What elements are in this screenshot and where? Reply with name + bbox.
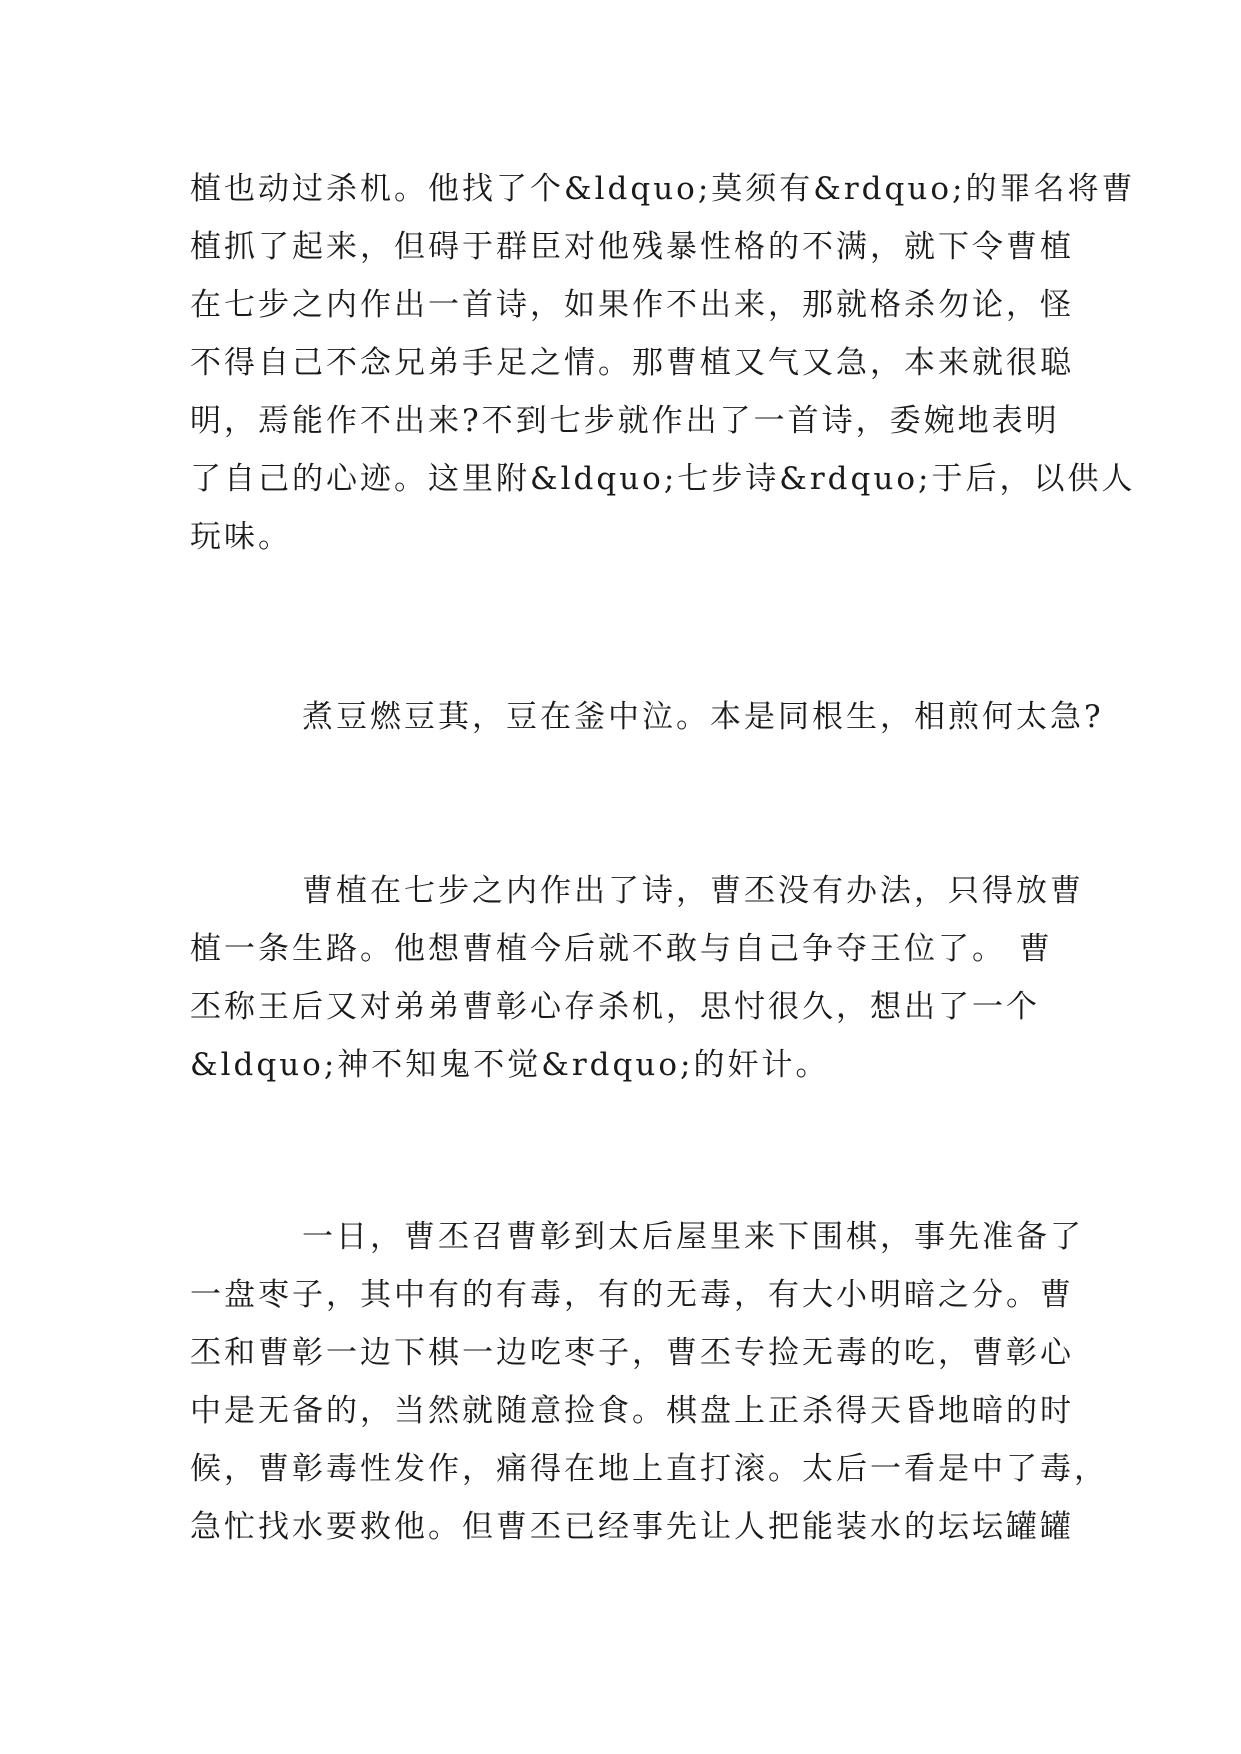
text-line: 一盘枣子，其中有的有毒，有的无毒，有大小明暗之分。曹 <box>190 1277 1074 1313</box>
text-line: 了自己的心迹。这里附&ldquo;七步诗&rdquo;于后，以供人 <box>190 461 1136 497</box>
text-line: 丕和曹彰一边下棋一边吃枣子，曹丕专捡无毒的吃，曹彰心 <box>190 1335 1074 1371</box>
text-line: 候，曹彰毒性发作，痛得在地上直打滚。太后一看是中了毒， <box>190 1451 1108 1487</box>
text-line: 植一条生路。他想曹植今后就不敢与自己争夺王位了。 曹 <box>190 931 1053 967</box>
text-line: 植抓了起来，但碍于群臣对他残暴性格的不满，就下令曹植 <box>190 229 1074 265</box>
text-line: &ldquo;神不知鬼不觉&rdquo;的奸计。 <box>190 1047 830 1083</box>
paragraph-poisoned-dates <box>190 1208 1108 1556</box>
text-line: 丕称王后又对弟弟曹彰心存杀机，思忖很久，想出了一个 <box>190 989 1040 1025</box>
text-line: 中是无备的，当然就随意捡食。棋盘上正杀得天昏地暗的时 <box>190 1393 1074 1429</box>
text-line: 在七步之内作出一首诗，如果作不出来，那就格杀勿论，怪 <box>190 287 1074 323</box>
text-line: 不得自己不念兄弟手足之情。那曹植又气又急，本来就很聪 <box>190 345 1074 381</box>
text-line: 明，焉能作不出来?不到七步就作出了一首诗，委婉地表明 <box>190 403 1060 439</box>
text-line: 曹植在七步之内作出了诗，曹丕没有办法，只得放曹 <box>302 873 1084 909</box>
text-line: 一日，曹丕召曹彰到太后屋里来下围棋，事先准备了 <box>302 1219 1084 1255</box>
paragraph-cao-zhi-arrest <box>190 160 1136 566</box>
text-line: 急忙找水要救他。但曹丕已经事先让人把能装水的坛坛罐罐 <box>190 1509 1074 1545</box>
paragraph-cao-pi-plot <box>190 862 1084 1094</box>
text-line: 玩味。 <box>190 519 292 555</box>
poem-line: 煮豆燃豆萁，豆在釜中泣。本是同根生，相煎何太急? <box>302 699 1104 735</box>
text-line: 植也动过杀机。他找了个&ldquo;莫须有&rdquo;的罪名将曹 <box>190 171 1136 207</box>
paragraph-seven-step-poem <box>190 688 1104 746</box>
